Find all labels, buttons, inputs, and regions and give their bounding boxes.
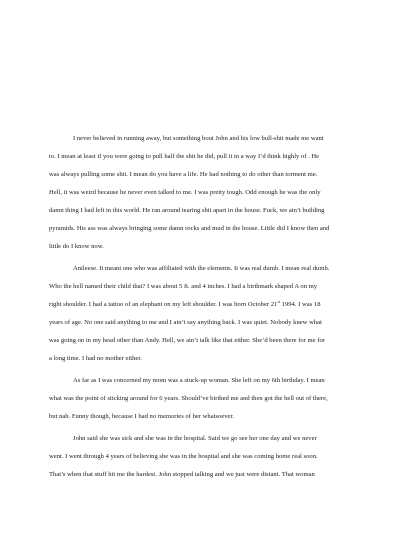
paragraph-line: pyramids. His ass was always bringing some damn rocks and mud in the house. Little did I know then and <box>49 225 330 232</box>
paragraph-1 <box>49 130 371 256</box>
paragraph-line: to. I mean at least if you were going to pull half the shit he did, pull it in a way I’d think highly of . He <box>49 153 320 160</box>
paragraph-line: went. I went through 4 years of believing she was in the hospital and she was coming home real soon. <box>49 453 318 460</box>
paragraph-line: As far as I was concerned my mom was a stuck-up woman. She left on my 6th birthday. I mean <box>73 377 325 384</box>
birth-text-after: 1994. I was 18 <box>280 301 321 308</box>
paragraph-line: Hell, it was weird because he never even talked to me. I was pretty tough. Odd enough he was the only <box>49 189 321 196</box>
paragraph-3 <box>49 372 371 426</box>
paragraph-line: Who the hell named their child that? I was about 5 ft. and 4 inches. I had a birthmark shaped A on my <box>49 283 318 290</box>
paragraph-line: years of age. No one said anything to me and I ain’t say anything back. I was quiet. Nobody knew what <box>49 319 322 326</box>
birth-text-before: right shoulder. I had a tattoo of an elephant on my left shoulder. I was born October 21 <box>49 301 278 308</box>
paragraph-line: was going on in my head other than Andy. Hell, we ain’t talk like that either. She’d been there for me for <box>49 337 325 344</box>
paragraph-2 <box>49 260 371 368</box>
document-body <box>49 130 371 484</box>
paragraph-line: a long time. I had no mother either. <box>49 355 142 362</box>
paragraph-line: what was the point of sticking around for 6 years. Should’ve birthed me and then got the hell out of there, <box>49 395 328 402</box>
paragraph-4 <box>49 430 371 484</box>
paragraph-line: I never believed in running away, but something bout John and his low bull-shit made me want <box>73 135 324 142</box>
paragraph-line: was always pulling some shit. I mean do you have a life. He had nothing to do other than torment me. <box>49 171 318 178</box>
paragraph-line: damn thing I had left in this world. He ran around tearing shit apart in the house. Fuck, we ain’t building <box>49 207 325 214</box>
paragraph-line: little do I know now. <box>49 243 104 250</box>
paragraph-line: John said she was sick and she was in the hospital. Said we go see her one day and we never <box>73 435 317 442</box>
ordinal-suffix: st <box>277 299 281 304</box>
paragraph-line: Anileese. It meant one who was affiliated with the elements. It was real dumb. I mean real dumb. <box>73 265 330 272</box>
paragraph-line-birthdate <box>49 296 371 314</box>
paragraph-line: but nah. Funny though, because I had no memories of her whatsoever. <box>49 413 234 420</box>
paragraph-line: That’s when that stuff hit me the hardest. John stopped talking and we just were distant. That woman <box>49 471 315 478</box>
